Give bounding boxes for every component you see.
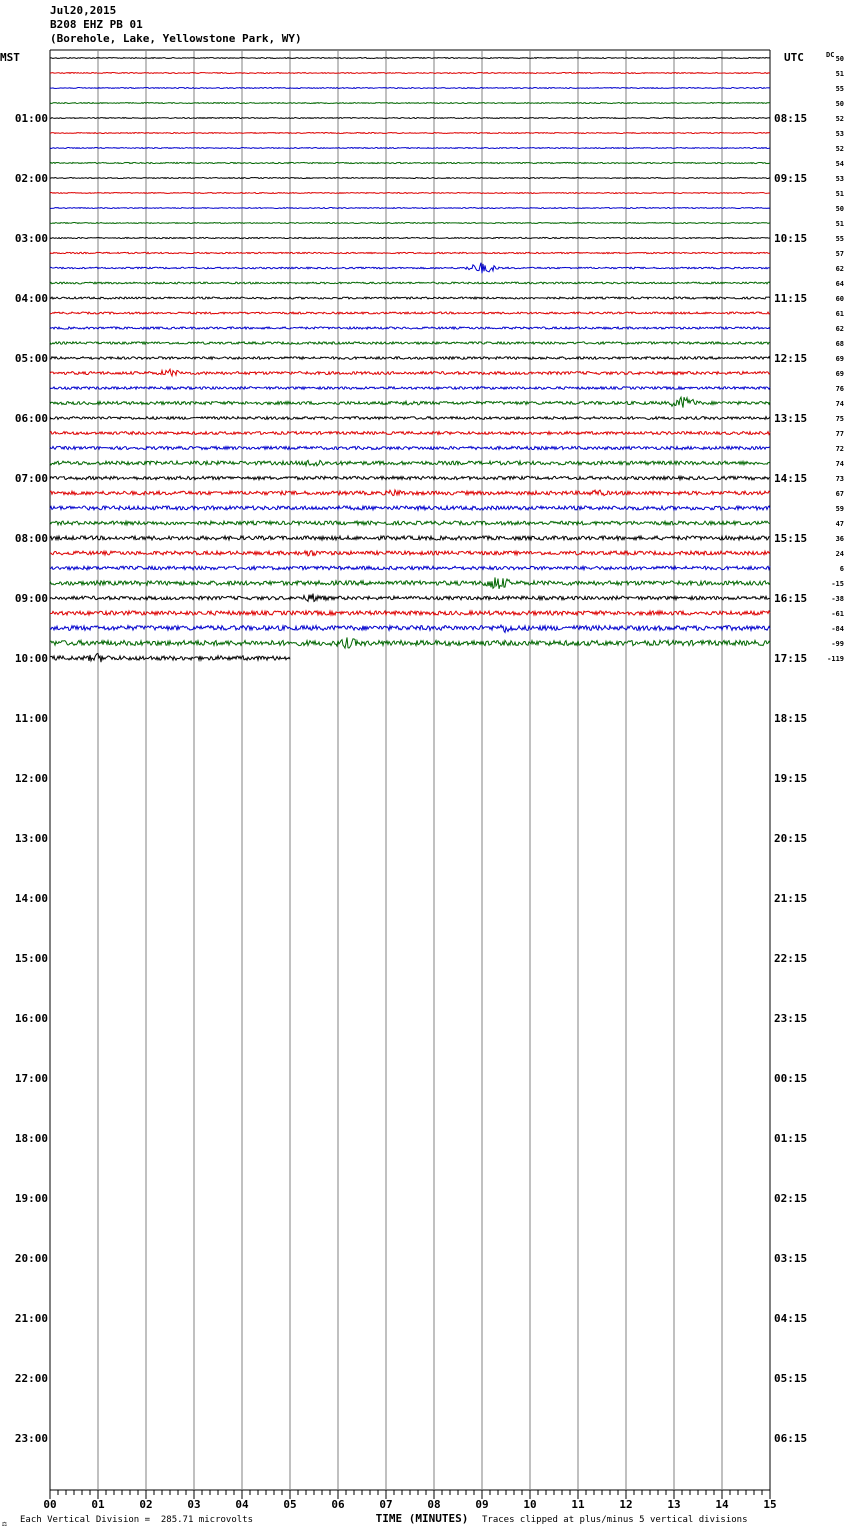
dc-offset-label: -99	[831, 640, 844, 648]
dc-offset-label: 61	[835, 310, 844, 318]
dc-offset-label: 47	[835, 520, 844, 528]
utc-hour-label: 20:15	[774, 832, 808, 845]
utc-hour-label: 03:15	[774, 1252, 808, 1265]
x-tick-label: 13	[667, 1498, 681, 1511]
trace-group	[50, 58, 770, 663]
utc-hour-label: 12:15	[774, 352, 808, 365]
dc-offset-label: 59	[835, 505, 844, 513]
seismic-trace	[50, 88, 770, 89]
dc-offset-label: 51	[835, 220, 844, 228]
x-tick-label: 05	[283, 1498, 297, 1511]
x-tick-label: 02	[139, 1498, 153, 1511]
dc-offset-label: 60	[835, 295, 844, 303]
dc-offset-label: 55	[835, 85, 844, 93]
dc-offset-label: 74	[835, 400, 844, 408]
dc-offset-label: 67	[835, 490, 844, 498]
seismic-trace	[50, 637, 770, 648]
location-label: (Borehole, Lake, Yellowstone Park, WY)	[50, 32, 302, 45]
seismic-trace	[50, 58, 770, 59]
seismic-trace	[50, 103, 770, 104]
seismic-trace	[50, 369, 770, 376]
utc-hour-label: 15:15	[774, 532, 808, 545]
utc-hour-label: 16:15	[774, 592, 808, 605]
utc-hour-label: 00:15	[774, 1072, 808, 1085]
seismic-trace	[50, 327, 770, 329]
utc-hour-label: 10:15	[774, 232, 808, 245]
utc-hour-label: 17:15	[774, 652, 808, 665]
utc-hour-label: 21:15	[774, 892, 808, 905]
dc-offset-label: 54	[835, 160, 844, 168]
utc-hour-label: 13:15	[774, 412, 808, 425]
dc-offset-label: -38	[831, 595, 844, 603]
dc-offset-label: 72	[835, 445, 844, 453]
seismic-trace	[50, 577, 770, 588]
seismic-trace	[50, 342, 770, 344]
dc-offset-label: 57	[835, 250, 844, 258]
x-tick-label: 14	[715, 1498, 729, 1511]
dc-offset-label: 68	[835, 340, 844, 348]
utc-hour-label: 06:15	[774, 1432, 808, 1445]
mst-hour-label: 11:00	[14, 712, 48, 725]
x-tick-label: 01	[91, 1498, 105, 1511]
mst-axis-title: MST	[0, 51, 20, 64]
dc-offset-label: 53	[835, 130, 844, 138]
dc-offset-label: 62	[835, 325, 844, 333]
dc-offset-label: 6	[839, 565, 844, 573]
axis-labels	[15, 55, 844, 1511]
mst-hour-label: 20:00	[14, 1252, 48, 1265]
dc-offset-label: 74	[835, 460, 844, 468]
seismic-trace	[50, 460, 770, 466]
seismic-trace	[50, 536, 770, 540]
seismic-trace	[50, 357, 770, 360]
dc-offset-label: 51	[835, 70, 844, 78]
mst-hour-label: 13:00	[14, 832, 48, 845]
x-tick-label: 10	[523, 1498, 537, 1511]
dc-axis-title: DC	[826, 51, 835, 59]
utc-hour-label: 08:15	[774, 112, 808, 125]
scale-note: Each Vertical Division = 285.71 microvolts	[20, 1515, 253, 1525]
utc-hour-label: 11:15	[774, 292, 808, 305]
clip-note: Traces clipped at plus/minus 5 vertical divisions	[482, 1515, 748, 1525]
seismic-trace	[50, 594, 770, 602]
seismic-trace	[50, 148, 770, 149]
dc-offset-label: 75	[835, 415, 844, 423]
seismic-trace	[50, 417, 770, 420]
seismic-trace	[50, 252, 770, 253]
seismic-trace	[50, 223, 770, 224]
mst-hour-label: 07:00	[14, 472, 48, 485]
utc-hour-label: 18:15	[774, 712, 808, 725]
seismic-trace	[50, 476, 770, 479]
dc-offset-label: -84	[831, 625, 844, 633]
mst-hour-label: 04:00	[14, 292, 48, 305]
dc-offset-label: 77	[835, 430, 844, 438]
seismic-trace	[50, 432, 770, 435]
seismic-trace	[50, 178, 770, 179]
dc-offset-label: 69	[835, 355, 844, 363]
seismic-trace	[50, 566, 770, 570]
mst-hour-label: 12:00	[14, 772, 48, 785]
utc-hour-label: 19:15	[774, 772, 808, 785]
date-label: Jul20,2015	[50, 4, 117, 17]
x-tick-label: 08	[427, 1498, 441, 1511]
seismic-trace	[50, 73, 770, 74]
seismic-trace	[50, 118, 770, 119]
x-tick-label: 15	[763, 1498, 777, 1511]
dc-offset-label: 24	[835, 550, 844, 558]
mst-hour-label: 16:00	[14, 1012, 48, 1025]
dc-offset-label: 50	[835, 100, 844, 108]
utc-hour-label: 14:15	[774, 472, 808, 485]
x-tick-label: 04	[235, 1498, 249, 1511]
seismic-trace	[50, 625, 770, 632]
x-tick-label: 06	[331, 1498, 345, 1511]
dc-offset-label: 52	[835, 145, 844, 153]
utc-hour-label: 02:15	[774, 1192, 808, 1205]
seismic-trace	[50, 193, 770, 194]
dc-offset-label: 69	[835, 370, 844, 378]
utc-hour-label: 23:15	[774, 1012, 808, 1025]
mst-hour-label: 01:00	[14, 112, 48, 125]
mst-hour-label: 21:00	[14, 1312, 48, 1325]
station-label: B208 EHZ PB 01	[50, 18, 143, 31]
x-tick-label: 11	[571, 1498, 585, 1511]
dc-offset-label: 76	[835, 385, 844, 393]
seismic-trace	[50, 133, 770, 134]
seismic-trace	[50, 297, 770, 299]
dc-offset-label: 36	[835, 535, 844, 543]
seismic-trace	[50, 162, 770, 163]
dc-offset-label: -119	[827, 655, 844, 663]
mst-hour-label: 19:00	[14, 1192, 48, 1205]
mst-hour-label: 23:00	[14, 1432, 48, 1445]
dc-offset-label: 73	[835, 475, 844, 483]
mst-hour-label: 09:00	[14, 592, 48, 605]
seismic-trace	[50, 237, 770, 238]
x-tick-label: 00	[43, 1498, 57, 1511]
x-tick-label: 12	[619, 1498, 633, 1511]
seismic-trace	[50, 387, 770, 390]
utc-hour-label: 01:15	[774, 1132, 808, 1145]
mst-hour-label: 15:00	[14, 952, 48, 965]
utc-axis-title: UTC	[784, 51, 804, 64]
dc-offset-label: 52	[835, 115, 844, 123]
x-tick-label: 07	[379, 1498, 393, 1511]
x-tick-label: 09	[475, 1498, 489, 1511]
seismic-trace	[50, 506, 770, 510]
x-axis-title: TIME (MINUTES)	[375, 1512, 469, 1525]
dc-offset-label: 55	[835, 235, 844, 243]
seismic-trace	[50, 551, 770, 556]
mst-hour-label: 06:00	[14, 412, 48, 425]
mst-hour-label: 08:00	[14, 532, 48, 545]
dc-offset-label: 51	[835, 190, 844, 198]
mst-hour-label: 14:00	[14, 892, 48, 905]
seismic-trace	[50, 490, 770, 496]
mst-hour-label: 10:00	[14, 652, 48, 665]
utc-hour-label: 04:15	[774, 1312, 808, 1325]
grid-lines	[50, 50, 770, 1499]
dc-offset-label: 64	[835, 280, 844, 288]
mst-hour-label: 03:00	[14, 232, 48, 245]
seismic-trace	[50, 521, 770, 525]
seismic-trace	[50, 654, 290, 663]
seismic-trace	[50, 282, 770, 284]
mst-hour-label: 17:00	[14, 1072, 48, 1085]
seismic-trace	[50, 611, 770, 615]
mst-hour-label: 05:00	[14, 352, 48, 365]
mst-hour-label: 22:00	[14, 1372, 48, 1385]
dc-offset-label: -15	[831, 580, 844, 588]
seismic-trace	[50, 263, 770, 274]
x-tick-label: 03	[187, 1498, 201, 1511]
seismic-trace	[50, 446, 770, 449]
seismic-trace	[50, 397, 770, 407]
mst-hour-label: 02:00	[14, 172, 48, 185]
seismic-trace	[50, 208, 770, 209]
dc-offset-label: 50	[835, 205, 844, 213]
dc-offset-label: 62	[835, 265, 844, 273]
utc-hour-label: 05:15	[774, 1372, 808, 1385]
utc-hour-label: 09:15	[774, 172, 808, 185]
logo-mark: ⚖	[2, 1519, 7, 1528]
dc-offset-label: -61	[831, 610, 844, 618]
mst-hour-label: 18:00	[14, 1132, 48, 1145]
seismic-trace	[50, 312, 770, 314]
dc-offset-label: 53	[835, 175, 844, 183]
utc-hour-label: 22:15	[774, 952, 808, 965]
dc-offset-label: 50	[835, 55, 844, 63]
